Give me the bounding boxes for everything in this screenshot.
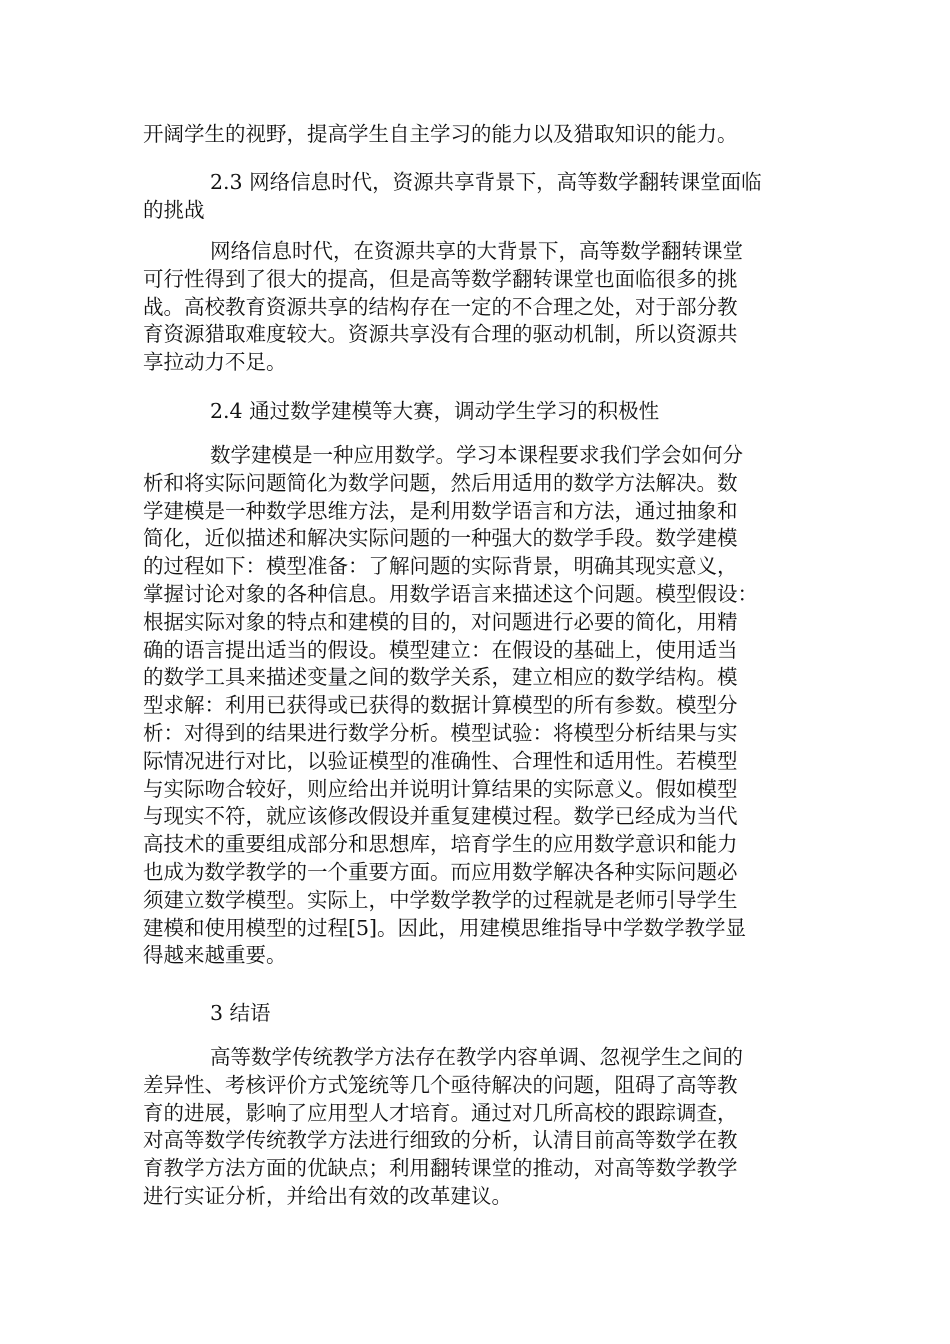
text-line: 开阔学生的视野，提高学生自主学习的能力以及猎取知识的能力。	[143, 122, 738, 146]
paragraph-2-3	[143, 238, 815, 377]
text-line: 可行性得到了很大的提高，但是高等数学翻转课堂也面临很多的挑	[143, 266, 738, 291]
text-line: 高等数学传统教学方法存在教学内容单调、忽视学生之间的	[210, 1045, 743, 1069]
section-heading-2-3	[143, 169, 815, 225]
text-line: 差异性、考核评价方式笼统等几个亟待解决的问题，阻碍了高等教	[143, 1072, 738, 1097]
text-line: 与实际吻合较好，则应给出并说明计算结果的实际意义。假如模型	[143, 776, 738, 801]
text-line: 建模和使用模型的过程[5]。因此，用建模思维指导中学数学教学显	[143, 915, 747, 940]
text-line: 对高等数学传统教学方法进行细致的分析，认清目前高等数学在教	[143, 1128, 738, 1153]
text-line: 也成为数学教学的一个重要方面。而应用数学解决各种实际问题必	[143, 859, 738, 884]
text-line: 育教学方法方面的优缺点；利用翻转课堂的推动，对高等数学教学	[143, 1156, 738, 1181]
heading-line: 2.3 网络信息时代，资源共享背景下，高等数学翻转课堂面临	[210, 170, 762, 194]
section-heading-2-4	[143, 398, 815, 426]
text-line: 析和将实际问题简化为数学问题，然后用适用的数学方法解决。数	[143, 470, 738, 495]
text-line: 确的语言提出适当的假设。模型建立：在假设的基础上，使用适当	[143, 637, 738, 662]
text-line: 际情况进行对比，以验证模型的准确性、合理性和适用性。若模型	[143, 748, 738, 773]
heading-line: 3 结语	[210, 1001, 271, 1025]
text-line: 数学建模是一种应用数学。学习本课程要求我们学会如何分	[210, 443, 743, 467]
text-line: 学建模是一种数学思维方法，是利用数学语言和方法，通过抽象和	[143, 498, 738, 523]
text-line: 简化，近似描述和解决实际问题的一种强大的数学手段。数学建模	[143, 526, 738, 551]
text-line: 战。高校教育资源共享的结构存在一定的不合理之处，对于部分教	[143, 294, 738, 319]
text-line: 进行实证分析，并给出有效的改革建议。	[143, 1183, 512, 1208]
heading-line: 2.4 通过数学建模等大赛，调动学生学习的积极性	[210, 399, 660, 423]
text-line: 根据实际对象的特点和建模的目的，对问题进行必要的简化，用精	[143, 609, 738, 634]
paragraph-3	[143, 1044, 815, 1211]
text-line: 掌握讨论对象的各种信息。用数学语言来描述这个问题。模型假设：	[143, 581, 758, 606]
text-line: 析：对得到的结果进行数学分析。模型试验：将模型分析结果与实	[143, 720, 738, 745]
text-line: 享拉动力不足。	[143, 350, 287, 375]
text-line: 高技术的重要组成部分和思想库，培育学生的应用数学意识和能力	[143, 832, 738, 857]
text-line: 与现实不符，就应该修改假设并重复建模过程。数学已经成为当代	[143, 804, 738, 829]
text-line: 育资源猎取难度较大。资源共享没有合理的驱动机制，所以资源共	[143, 322, 738, 347]
text-line: 型求解：利用已获得或已获得的数据计算模型的所有参数。模型分	[143, 693, 738, 718]
text-line: 的过程如下：模型准备：了解问题的实际背景，明确其现实意义，	[143, 554, 738, 579]
text-line: 育的进展，影响了应用型人才培育。通过对几所高校的跟踪调查，	[143, 1100, 738, 1125]
text-line: 的数学工具来描述变量之间的数学关系，建立相应的数学结构。模	[143, 665, 738, 690]
continuation-paragraph	[143, 121, 815, 149]
text-line: 得越来越重要。	[143, 943, 287, 968]
section-heading-3	[143, 1000, 815, 1028]
heading-line: 的挑战	[143, 197, 205, 222]
text-line: 网络信息时代，在资源共享的大背景下，高等数学翻转课堂	[210, 239, 743, 263]
text-line: 须建立数学模型。实际上，中学数学教学的过程就是老师引导学生	[143, 887, 738, 912]
paragraph-2-4	[143, 442, 815, 970]
